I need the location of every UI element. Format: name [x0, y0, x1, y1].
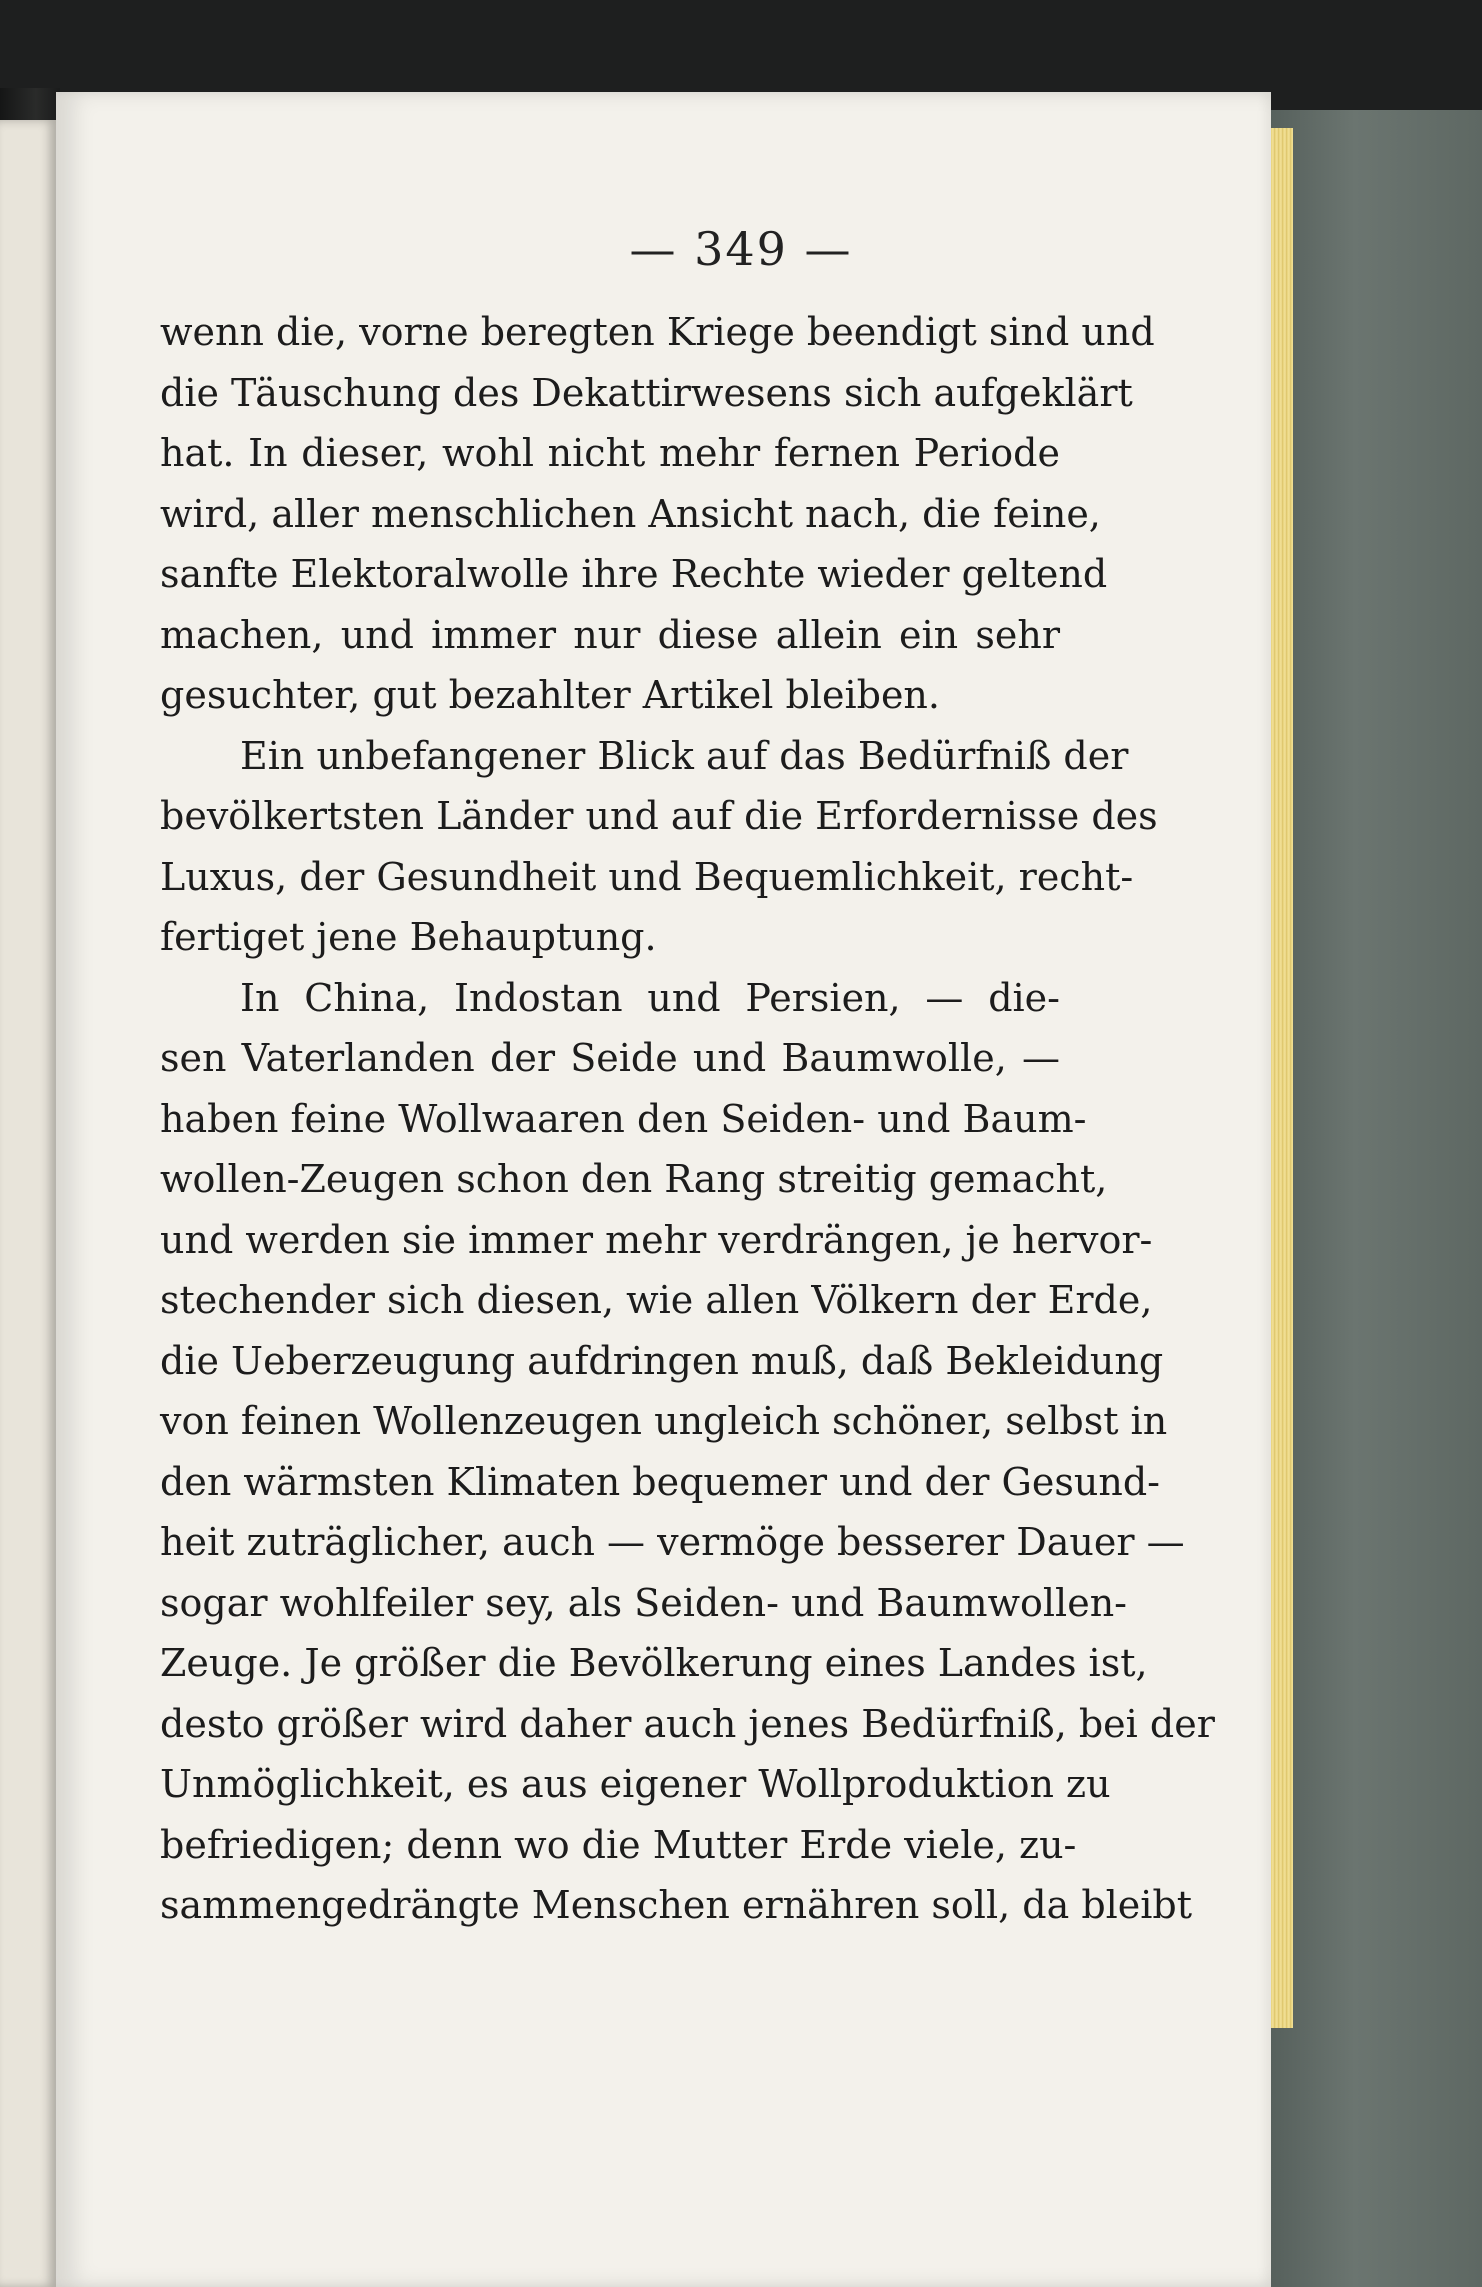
text-line: fertiget jene Behauptung.	[160, 915, 657, 959]
text-line: hat. In dieser, wohl nicht mehr fernen Periode	[160, 431, 1060, 475]
text-line: Unmöglichkeit, es aus eigener Wollproduktion zu	[160, 1762, 1111, 1806]
page-number: — 349 —	[629, 222, 853, 276]
text-line: sammengedrängte Menschen ernähren soll, da bleibt	[160, 1883, 1193, 1927]
text-line: sanfte Elektoralwolle ihre Rechte wieder geltend	[160, 552, 1108, 596]
text-line: sen Vaterlanden der Seide und Baumwolle, —	[160, 1036, 1060, 1080]
text-line: machen, und immer nur diese allein ein sehr	[160, 612, 1060, 657]
text-line: haben feine Wollwaaren den Seiden- und Baum-	[160, 1096, 1087, 1141]
text-line: wollen-Zeugen schon den Rang streitig gemacht,	[160, 1157, 1108, 1201]
body-text	[160, 302, 1215, 1936]
text-line: Zeuge. Je größer die Bevölkerung eines Landes ist,	[160, 1641, 1148, 1685]
text-line: heit zuträglicher, auch — vermöge besserer Dauer —	[160, 1520, 1185, 1564]
text-line: bevölkertsten Länder und auf die Erfordernisse des	[160, 794, 1158, 838]
text-line: Luxus, der Gesundheit und Bequemlichkeit, recht-	[160, 854, 1134, 899]
text-line: die Ueberzeugung aufdringen muß, daß Bekleidung	[160, 1338, 1164, 1383]
book-cover-right	[1270, 110, 1482, 2287]
text-line: befriedigen; denn wo die Mutter Erde viele, zu-	[160, 1822, 1077, 1867]
text-line: und werden sie immer mehr verdrängen, je hervor-	[160, 1217, 1153, 1262]
text-line: wenn die, vorne beregten Kriege beendigt sind und	[160, 310, 1155, 354]
text-line: gesuchter, gut bezahlter Artikel bleiben.	[160, 673, 940, 717]
text-line: desto größer wird daher auch jenes Bedürfniß, bei der	[160, 1701, 1215, 1746]
text-line: die Täuschung des Dekattirwesens sich aufgeklärt	[160, 370, 1133, 415]
text-line: sogar wohlfeiler sey, als Seiden- und Baumwollen-	[160, 1580, 1128, 1625]
previous-page-edge	[0, 120, 56, 2287]
text-line: Ein unbefangener Blick auf das Bedürfniß der	[240, 733, 1129, 778]
text-line: wird, aller menschlichen Ansicht nach, die feine,	[160, 491, 1101, 536]
text-line: von feinen Wollenzeugen ungleich schöner, selbst in	[160, 1399, 1168, 1443]
text-line: In China, Indostan und Persien, — die-	[240, 975, 1060, 1020]
text-line: stechender sich diesen, wie allen Völkern der Erde,	[160, 1278, 1153, 1322]
text-line: den wärmsten Klimaten bequemer und der Gesund-	[160, 1459, 1160, 1504]
